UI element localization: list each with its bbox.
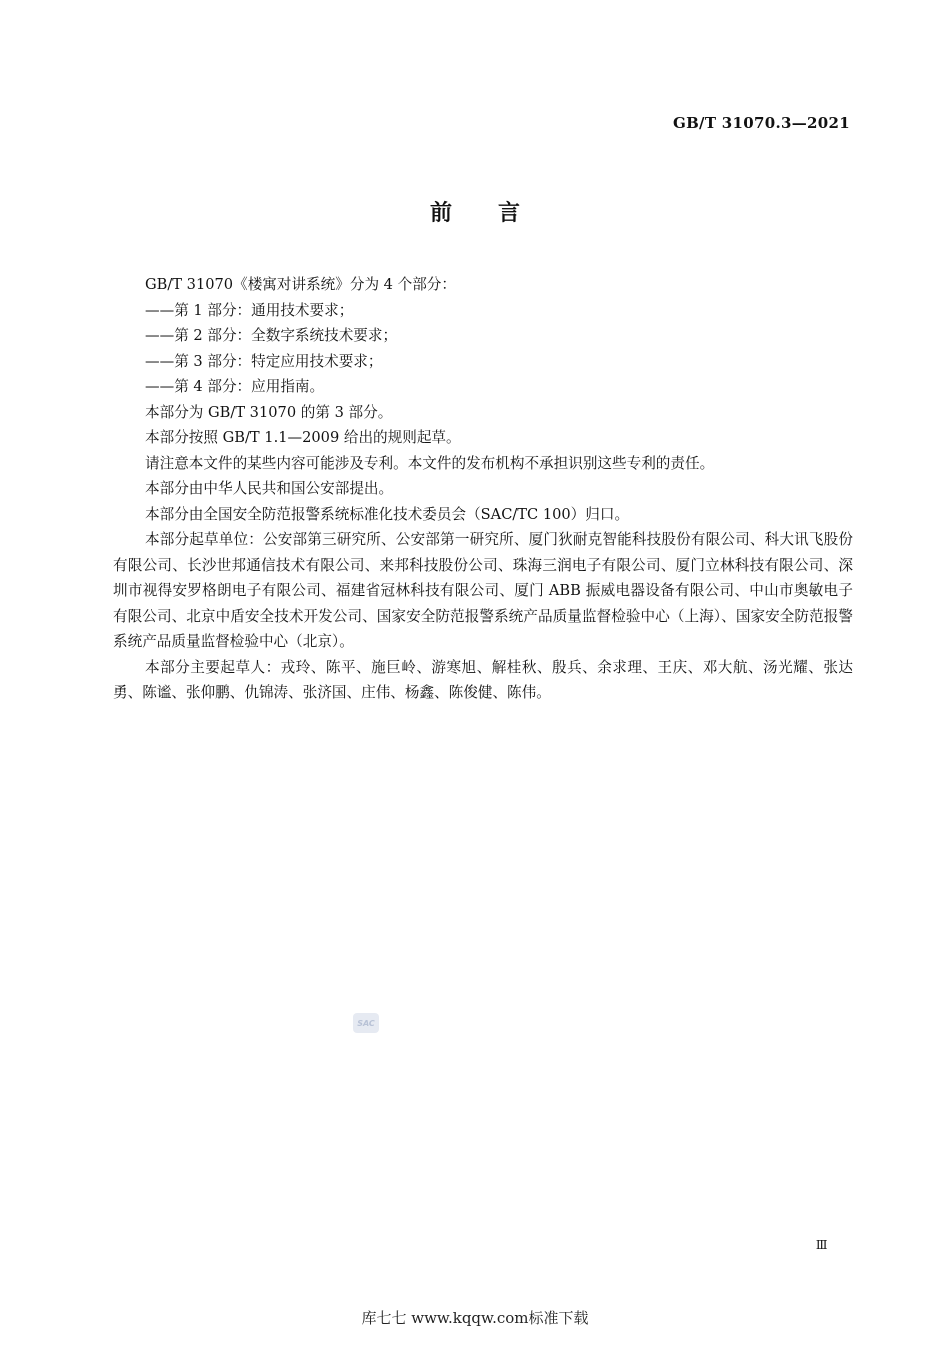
paragraph-patent-notice: 请注意本文件的某些内容可能涉及专利。本文件的发布机构不承担识别这些专利的责任。 [145,454,715,472]
list-item-part-1: ——第 1 部分：通用技术要求； [145,301,354,319]
sac-watermark-logo: SAC [353,1013,379,1033]
paragraph-proposed-by: 本部分由中华人民共和国公安部提出。 [145,480,394,497]
list-item-part-4: ——第 4 部分：应用指南。 [145,378,325,395]
paragraph-drafters: 本部分主要起草人：戎玲、陈平、施巨岭、游寒旭、解桂秋、殷兵、余求理、王庆、邓大航、汤光耀、张达勇、陈谧、张仰鹏、仇锦涛、张济国、庄伟、杨鑫、陈俊健、陈伟。 [113,658,853,701]
list-item-part-2: ——第 2 部分：全数字系统技术要求； [145,327,398,344]
download-footer: 库七七 www.kqqw.com标准下载 [361,1309,589,1327]
standard-code: GB/T 31070.3—2021 [672,114,850,132]
page-number: Ⅲ [815,1238,828,1252]
list-item-part-3: ——第 3 部分：特定应用技术要求； [145,352,383,370]
paragraph-drafting-rules: 本部分按照 GB/T 1.1—2009 给出的规则起草。 [145,429,461,446]
page-title: 前言 [429,200,566,226]
document-body [113,272,853,706]
paragraph-drafting-units: 本部分起草单位：公安部第三研究所、公安部第一研究所、厦门狄耐克智能科技股份有限公司、科大讯飞股份有限公司、长沙世邦通信技术有限公司、来邦科技股份公司、珠海三润电子有限公司、厦门立林科技有限公司、深圳市视得安罗格朗电子有限公司、福建省冠林科技有限公司、厦门 ABB 振威电器设备有限公司、中山市奥敏电子有限公司、北京中盾安全技术开发公司、国家安全防范报警系统产品质量监督检验中心（上海）、国家安全防范报警系统产品质量监督检验中心（北京）。 [113,531,853,650]
paragraph-parts-intro: GB/T 31070《楼寓对讲系统》分为 4 个部分： [145,276,456,293]
paragraph-this-part: 本部分为 GB/T 31070 的第 3 部分。 [145,403,393,421]
paragraph-centralized-by: 本部分由全国安全防范报警系统标准化技术委员会（SAC/TC 100）归口。 [145,505,630,523]
